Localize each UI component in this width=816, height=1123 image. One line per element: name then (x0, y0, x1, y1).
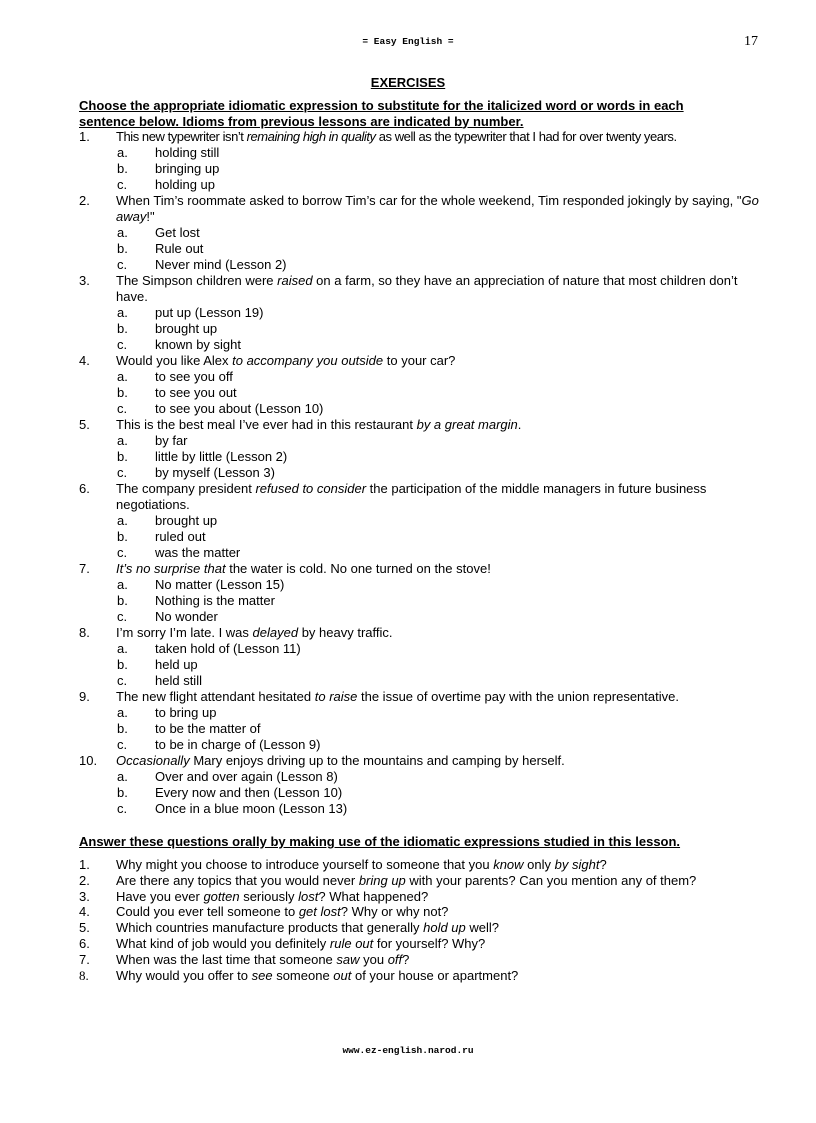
option-letter: c. (117, 465, 128, 480)
italic-phrase: to raise (314, 689, 358, 704)
answer-option (79, 721, 759, 737)
option-letter: c. (117, 673, 128, 688)
answer-option (79, 801, 759, 817)
option-letter: c. (117, 801, 128, 816)
text-segment: seriously (239, 888, 299, 904)
page-number: 17 (744, 34, 758, 49)
option-letter: a. (117, 769, 128, 784)
option-text: bringing up (155, 161, 220, 176)
answer-option (79, 577, 759, 593)
oral-question (79, 936, 769, 952)
exercise-number: 2. (79, 193, 90, 208)
italic-phrase: Occasionally (116, 753, 190, 768)
text-segment: Are there any topics that you would never (116, 872, 359, 888)
question-text (116, 920, 499, 935)
italic-phrase: know (493, 857, 524, 872)
exercise-item (79, 193, 759, 225)
answer-option (79, 737, 759, 753)
answer-option (79, 145, 759, 161)
exercise-text (116, 625, 393, 640)
text-segment: ? (402, 951, 410, 967)
italic-phrase: Go away (116, 193, 759, 224)
oral-question (79, 920, 769, 936)
option-letter: b. (117, 721, 128, 736)
italic-phrase: by a great margin (416, 417, 518, 432)
text-segment: Why would you offer to (116, 967, 252, 983)
answer-option (79, 401, 759, 417)
italic-phrase: to accompany you outside (232, 353, 384, 368)
italic-phrase: rule out (329, 935, 374, 951)
oral-question (79, 873, 769, 889)
exercise-item (79, 753, 759, 769)
option-text: was the matter (155, 545, 241, 560)
running-header: = Easy English = (362, 36, 454, 47)
exercise-number: 3. (79, 273, 90, 288)
exercise-text (116, 417, 521, 432)
option-text: to be the matter of (155, 721, 261, 736)
exercise-text (116, 481, 706, 512)
text-segment: by heavy traffic. (298, 625, 393, 640)
option-text: No matter (Lesson 15) (155, 577, 285, 592)
exercise-number: 7. (79, 561, 90, 576)
question-text (116, 968, 518, 983)
option-text: No wonder (155, 609, 218, 624)
text-segment: ? Why or why not? (340, 904, 449, 920)
option-letter: a. (117, 433, 128, 448)
answer-option (79, 369, 759, 385)
text-segment: Mary enjoys driving up to the mountains and camping by herself. (189, 753, 565, 768)
option-letter: b. (117, 161, 128, 176)
option-letter: c. (117, 257, 128, 272)
option-text: held still (155, 673, 202, 688)
answer-option (79, 513, 759, 529)
italic-phrase: off (387, 951, 403, 967)
option-letter: c. (117, 737, 128, 752)
question-text (116, 904, 448, 919)
option-letter: c. (117, 545, 128, 560)
text-segment: Why might you choose to introduce yourself to someone that you (116, 857, 494, 872)
option-text: little by little (Lesson 2) (155, 449, 288, 464)
option-letter: b. (117, 593, 128, 608)
question-number: 7. (79, 951, 90, 967)
question-text (116, 936, 485, 951)
exercise-number: 8. (79, 625, 90, 640)
text-segment: !" (146, 209, 155, 224)
option-text: ruled out (155, 529, 206, 544)
option-text: Never mind (Lesson 2) (155, 257, 287, 272)
text-segment: to your car? (383, 353, 456, 368)
text-segment: the participation of the middle managers in future business negotiations. (116, 481, 707, 512)
oral-question (79, 968, 769, 984)
text-segment: This new typewriter isn’t (116, 129, 247, 144)
option-letter: a. (117, 577, 128, 592)
exercise-number: 6. (79, 481, 90, 496)
exercise-item (79, 273, 759, 305)
text-segment: the issue of overtime pay with the union representative. (357, 689, 679, 704)
italic-phrase: refused to consider (255, 481, 367, 496)
answer-option (79, 385, 759, 401)
answer-option (79, 433, 759, 449)
text-segment: Could you ever tell someone to (116, 904, 299, 920)
option-letter: b. (117, 321, 128, 336)
answer-option (79, 769, 759, 785)
option-text: to see you off (155, 369, 233, 384)
answer-option (79, 449, 759, 465)
answer-option (79, 641, 759, 657)
text-segment: The company president (116, 481, 256, 496)
option-letter: b. (117, 657, 128, 672)
text-segment: as well as the typewriter that I had for over twenty years. (375, 129, 677, 144)
option-letter: a. (117, 513, 128, 528)
exercise-text (116, 193, 759, 224)
option-text: to be in charge of (Lesson 9) (155, 737, 321, 752)
option-text: held up (155, 657, 198, 672)
question-number: 6. (79, 935, 90, 951)
option-text: holding still (155, 145, 220, 160)
italic-phrase: see (251, 967, 273, 983)
answer-option (79, 337, 759, 353)
text-segment: What kind of job would you definitely (116, 935, 330, 951)
answer-option (79, 545, 759, 561)
option-letter: c. (117, 337, 128, 352)
text-segment: Have you ever (116, 888, 204, 904)
italic-phrase: saw (336, 951, 360, 967)
text-segment: Would you like Alex (116, 353, 233, 368)
footer-url: www.ez-english.narod.ru (342, 1045, 474, 1056)
section-title: EXERCISES (370, 75, 446, 90)
option-text: Over and over again (Lesson 8) (155, 769, 338, 784)
question-text (116, 889, 428, 904)
exercise-text (116, 561, 491, 576)
question-number: 2. (79, 872, 90, 888)
option-text: Rule out (155, 241, 204, 256)
text-segment: you (359, 951, 388, 967)
option-text: by far (155, 433, 188, 448)
exercise-list (79, 129, 759, 817)
option-letter: b. (117, 785, 128, 800)
text-segment: with your parents? Can you mention any of them? (405, 872, 697, 888)
oral-question (79, 904, 769, 920)
answer-option (79, 257, 759, 273)
answer-option (79, 593, 759, 609)
answer-option (79, 177, 759, 193)
answer-option (79, 321, 759, 337)
text-segment: Which countries manufacture products that generally (116, 920, 424, 936)
option-text: Get lost (155, 225, 200, 240)
oral-question-list (79, 857, 769, 983)
option-text: brought up (155, 513, 218, 528)
answer-option (79, 705, 759, 721)
italic-phrase: bring up (358, 872, 406, 888)
text-segment: The new flight attendant hesitated (116, 689, 315, 704)
question-number: 5. (79, 920, 90, 936)
text-segment: This is the best meal I’ve ever had in this restaurant (116, 417, 417, 432)
italic-phrase: hold up (423, 920, 466, 936)
answer-option (79, 465, 759, 481)
text-segment: someone (272, 967, 334, 983)
option-letter: b. (117, 385, 128, 400)
text-segment: ? (599, 857, 607, 872)
exercise-number: 10. (79, 753, 98, 768)
exercise-number: 1. (79, 129, 90, 144)
exercise-item (79, 481, 759, 513)
text-segment: of your house or apartment? (351, 967, 519, 983)
text-segment: for yourself? Why? (373, 935, 486, 951)
option-letter: b. (117, 449, 128, 464)
option-letter: a. (117, 705, 128, 720)
option-letter: a. (117, 225, 128, 240)
option-text: to bring up (155, 705, 217, 720)
exercise-number: 4. (79, 353, 90, 368)
text-segment: ? What happened? (318, 888, 429, 904)
option-text: to see you about (Lesson 10) (155, 401, 324, 416)
option-letter: c. (117, 401, 128, 416)
option-letter: c. (117, 177, 128, 192)
question-number: 3. (79, 888, 90, 904)
answer-option (79, 785, 759, 801)
text-segment: . (517, 417, 522, 432)
option-text: brought up (155, 321, 218, 336)
answer-option (79, 241, 759, 257)
question-number: 1. (79, 857, 90, 872)
exercise-item (79, 625, 759, 641)
text-segment: When Tim’s roommate asked to borrow Tim’s car for the whole weekend, Tim responded jokingly by saying, " (116, 193, 742, 208)
italic-phrase: raised (277, 273, 313, 288)
answer-option (79, 225, 759, 241)
option-text: to see you out (155, 385, 237, 400)
exercise-text (116, 129, 677, 144)
italic-phrase: remaining high in quality (246, 129, 376, 144)
text-segment: the water is cold. No one turned on the stove! (225, 561, 491, 576)
italic-phrase: gotten (203, 888, 240, 904)
answer-option (79, 305, 759, 321)
option-text: Every now and then (Lesson 10) (155, 785, 343, 800)
answer-option (79, 609, 759, 625)
exercise-text (116, 353, 455, 368)
option-text: put up (Lesson 19) (155, 305, 264, 320)
italic-phrase: delayed (252, 625, 299, 640)
exercise-text (116, 753, 565, 768)
option-letter: a. (117, 369, 128, 384)
text-segment: on a farm, so they have an appreciation of nature that most children don’t have. (116, 273, 738, 304)
option-text: known by sight (155, 337, 241, 352)
option-text: Nothing is the matter (155, 593, 275, 608)
exercise-item (79, 417, 759, 433)
option-letter: c. (117, 609, 128, 624)
option-letter: a. (117, 145, 128, 160)
italic-phrase: It’s no surprise that (116, 561, 226, 576)
text-segment: well? (465, 920, 500, 936)
exercise-number: 9. (79, 689, 90, 704)
exercise-text (116, 689, 679, 704)
oral-question (79, 857, 769, 873)
question-number: 8. (79, 967, 89, 983)
italic-phrase: lost (298, 888, 319, 904)
italic-phrase: out (333, 967, 352, 983)
answer-option (79, 161, 759, 177)
answer-option (79, 657, 759, 673)
exercise-number: 5. (79, 417, 90, 432)
text-segment: When was the last time that someone (116, 951, 337, 967)
exercise-item (79, 561, 759, 577)
option-letter: a. (117, 305, 128, 320)
question-text (116, 857, 607, 872)
option-text: by myself (Lesson 3) (155, 465, 275, 480)
text-segment: The Simpson children were (116, 273, 278, 288)
option-letter: b. (117, 241, 128, 256)
italic-phrase: by sight (554, 857, 600, 872)
question-text (116, 952, 409, 967)
oral-instructions: Answer these questions orally by making use of the idiomatic expressions studied in this lesson. (79, 834, 681, 849)
exercise-instructions: Choose the appropriate idiomatic expression to substitute for the italicized word or words in each sentence below. Idioms from previous lessons are indicated by number. (79, 98, 684, 129)
option-letter: b. (117, 529, 128, 544)
option-text: taken hold of (Lesson 11) (155, 641, 301, 656)
answer-option (79, 529, 759, 545)
option-letter: a. (117, 641, 128, 656)
question-number: 4. (79, 904, 90, 920)
text-segment: I’m sorry I’m late. I was (116, 625, 253, 640)
option-text: holding up (155, 177, 215, 192)
italic-phrase: get lost (298, 904, 341, 920)
exercise-text (116, 273, 737, 304)
oral-question (79, 889, 769, 905)
option-text: Once in a blue moon (Lesson 13) (155, 801, 348, 816)
exercise-item (79, 353, 759, 369)
oral-question (79, 952, 769, 968)
question-text (116, 873, 696, 888)
exercise-item (79, 129, 759, 145)
text-segment: only (523, 857, 555, 872)
exercise-item (79, 689, 759, 705)
answer-option (79, 673, 759, 689)
